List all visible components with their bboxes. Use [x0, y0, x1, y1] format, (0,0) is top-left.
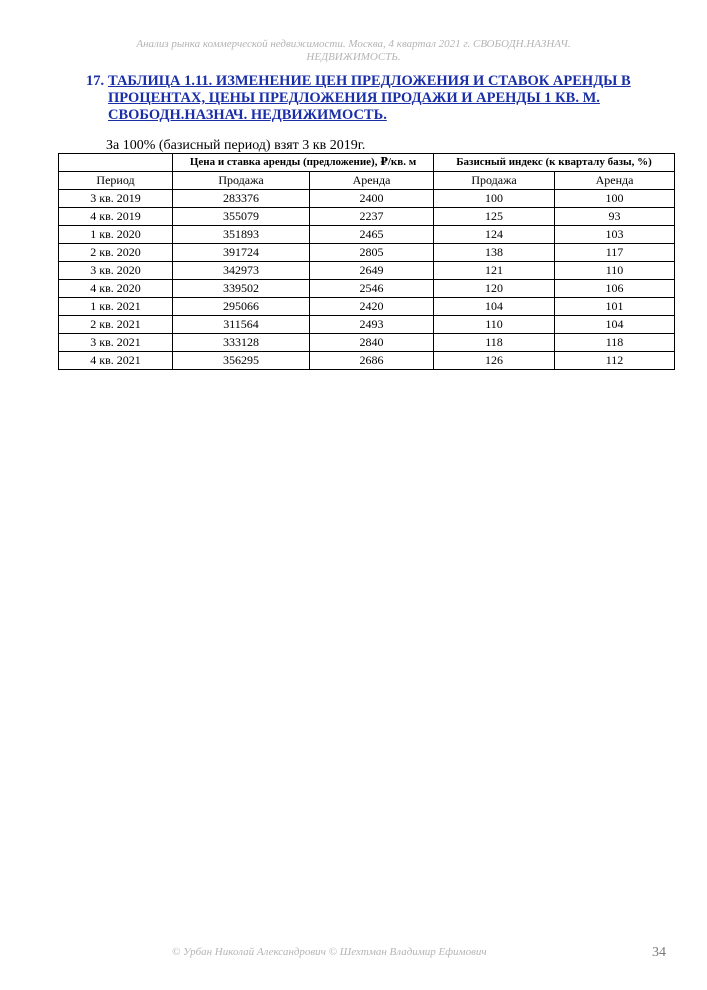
cell-sale-index: 110 [434, 316, 555, 334]
cell-period: 2 кв. 2021 [59, 316, 173, 334]
cell-period: 1 кв. 2021 [59, 298, 173, 316]
cell-sale-index: 126 [434, 352, 555, 370]
table-row [59, 280, 675, 298]
table-row [59, 226, 675, 244]
cell-period: 4 кв. 2021 [59, 352, 173, 370]
cell-sale-price: 391724 [173, 244, 310, 262]
cell-rent-index: 101 [555, 298, 675, 316]
cell-sale-index: 121 [434, 262, 555, 280]
table-row [59, 352, 675, 370]
copyright-footer: © Урбан Николай Александрович © Шехтман Владимир Ефимович [172, 946, 487, 958]
cell-period: 2 кв. 2020 [59, 244, 173, 262]
group-header-index: Базисный индекс (к кварталу базы, %) [434, 154, 675, 172]
running-header-line-2: НЕДВИЖИМОСТЬ. [306, 51, 401, 63]
cell-sale-price: 351893 [173, 226, 310, 244]
cell-period: 3 кв. 2019 [59, 190, 173, 208]
cell-rent-index: 103 [555, 226, 675, 244]
table-body [59, 190, 675, 370]
cell-period: 4 кв. 2019 [59, 208, 173, 226]
column-header-rent: Аренда [310, 172, 434, 190]
table-row [59, 316, 675, 334]
running-header [0, 38, 707, 64]
cell-rent-index: 118 [555, 334, 675, 352]
table-group-header-row [59, 154, 675, 172]
cell-rent-index: 93 [555, 208, 675, 226]
cell-rent-index: 104 [555, 316, 675, 334]
cell-period: 4 кв. 2020 [59, 280, 173, 298]
cell-sale-index: 124 [434, 226, 555, 244]
page-number: 34 [652, 945, 666, 960]
cell-rent-rate: 2237 [310, 208, 434, 226]
heading-number: 17. [86, 73, 105, 89]
cell-rent-rate: 2546 [310, 280, 434, 298]
header-blank-cell [59, 154, 173, 172]
cell-rent-index: 110 [555, 262, 675, 280]
column-header-sale: Продажа [173, 172, 310, 190]
table-row [59, 298, 675, 316]
cell-period: 1 кв. 2020 [59, 226, 173, 244]
cell-sale-price: 295066 [173, 298, 310, 316]
cell-sale-price: 283376 [173, 190, 310, 208]
cell-rent-rate: 2649 [310, 262, 434, 280]
heading-title: ТАБЛИЦА 1.11. ИЗМЕНЕНИЕ ЦЕН ПРЕДЛОЖЕНИЯ И СТАВОК АРЕНДЫ В ПРОЦЕНТАХ, ЦЕНЫ ПРЕДЛОЖЕНИЯ ПРОДАЖИ И АРЕНДЫ 1 КВ. М. СВОБОДН.НАЗНАЧ. НЕДВИЖИМОСТЬ. [108, 73, 631, 123]
cell-rent-index: 117 [555, 244, 675, 262]
cell-sale-index: 100 [434, 190, 555, 208]
column-header-period: Период [59, 172, 173, 190]
price-index-table [58, 153, 675, 370]
table-row [59, 244, 675, 262]
table-column-header-row [59, 172, 675, 190]
table-row [59, 334, 675, 352]
cell-sale-index: 120 [434, 280, 555, 298]
table-row [59, 208, 675, 226]
cell-sale-price: 339502 [173, 280, 310, 298]
cell-sale-price: 333128 [173, 334, 310, 352]
cell-rent-rate: 2805 [310, 244, 434, 262]
cell-period: 3 кв. 2021 [59, 334, 173, 352]
cell-rent-index: 106 [555, 280, 675, 298]
table-row [59, 190, 675, 208]
cell-rent-rate: 2420 [310, 298, 434, 316]
cell-sale-price: 356295 [173, 352, 310, 370]
group-header-price: Цена и ставка аренды (предложение), ₽/кв. м [173, 154, 434, 172]
cell-rent-rate: 2686 [310, 352, 434, 370]
base-period-note: За 100% (базисный период) взят 3 кв 2019г. [106, 138, 366, 153]
cell-sale-price: 355079 [173, 208, 310, 226]
cell-sale-index: 125 [434, 208, 555, 226]
cell-rent-rate: 2465 [310, 226, 434, 244]
column-header-rent-index: Аренда [555, 172, 675, 190]
cell-rent-rate: 2493 [310, 316, 434, 334]
cell-sale-price: 342973 [173, 262, 310, 280]
table-heading [86, 73, 646, 124]
cell-rent-rate: 2400 [310, 190, 434, 208]
cell-period: 3 кв. 2020 [59, 262, 173, 280]
running-header-line-1: Анализ рынка коммерческой недвижимости. Москва, 4 квартал 2021 г. СВОБОДН.НАЗНАЧ. [136, 38, 571, 50]
cell-rent-index: 100 [555, 190, 675, 208]
cell-rent-rate: 2840 [310, 334, 434, 352]
cell-sale-price: 311564 [173, 316, 310, 334]
cell-sale-index: 118 [434, 334, 555, 352]
table-row [59, 262, 675, 280]
column-header-sale-index: Продажа [434, 172, 555, 190]
cell-rent-index: 112 [555, 352, 675, 370]
cell-sale-index: 104 [434, 298, 555, 316]
cell-sale-index: 138 [434, 244, 555, 262]
